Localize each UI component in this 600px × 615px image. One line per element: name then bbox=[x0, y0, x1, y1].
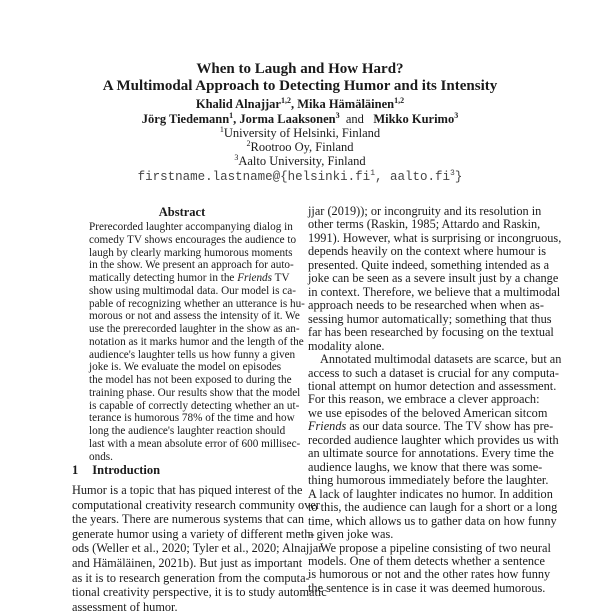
text-segment: assessment of humor. bbox=[72, 599, 178, 614]
text-line bbox=[72, 570, 310, 586]
email-text: } bbox=[454, 170, 463, 184]
text-segment: tional creativity perspective, it is to study automatic bbox=[72, 585, 327, 600]
text-segment: 1991). However, what is surprising or incongruous, bbox=[308, 230, 562, 245]
author-name: Jörg Tiedemann bbox=[141, 112, 230, 126]
text-line bbox=[89, 437, 301, 450]
paper-title-line-2: A Multimodal Approach to Detecting Humor and its Intensity bbox=[102, 78, 498, 94]
text-segment: Prerecorded laughter accompanying dialog in bbox=[89, 221, 293, 233]
text-line bbox=[72, 512, 304, 527]
text-line bbox=[89, 425, 286, 437]
text-segment: We propose a pipeline consisting of two neural bbox=[320, 540, 551, 555]
text-line bbox=[72, 483, 303, 498]
text-line bbox=[72, 556, 303, 571]
text-line bbox=[89, 412, 295, 425]
text-segment: time, which allows us to gather data on how funny bbox=[308, 513, 557, 528]
text-segment: onds. bbox=[89, 450, 113, 463]
text-segment: to this, the audience can laugh for a short or a long bbox=[308, 500, 558, 515]
author-separator: , bbox=[233, 112, 240, 126]
affiliation-name: University of Helsinki, Finland bbox=[223, 126, 381, 140]
text-segment: Annotated multimodal datasets are scarce, but an bbox=[320, 352, 562, 367]
text-segment: For this reason, we embrace a clever approach: bbox=[308, 392, 540, 407]
text-segment: an ultimate source for annotations. Every time the bbox=[308, 446, 554, 461]
author-affiliation: 1,2 bbox=[394, 95, 405, 105]
text-segment: pable of recognizing whether an utterance is hu- bbox=[89, 297, 305, 310]
text-segment: presented. Quite indeed, something intended as a bbox=[308, 257, 550, 272]
author-affiliation: 3 bbox=[454, 110, 459, 120]
text-segment: Humor is a topic that has piqued interest of the bbox=[72, 483, 303, 497]
affiliation-name: Rootroo Oy, Finland bbox=[250, 140, 354, 154]
text-line bbox=[72, 600, 293, 615]
text-segment: show using multimodal data. Our model is ca- bbox=[89, 284, 296, 297]
text-line bbox=[308, 580, 546, 596]
authors-line-2 bbox=[0, 112, 600, 127]
text-line bbox=[89, 386, 301, 399]
affiliation-number: 2 bbox=[246, 138, 251, 148]
author-emails bbox=[0, 170, 600, 184]
text-segment: comedy TV shows encourages the audience to bbox=[89, 233, 297, 246]
italic-title: Friends bbox=[237, 272, 273, 284]
author-affiliation: 3 bbox=[335, 110, 340, 120]
text-line bbox=[72, 526, 315, 542]
text-segment: laugh by clearly marking humorous moments bbox=[89, 246, 293, 259]
text-segment: depends heavily on the context where humour is bbox=[308, 244, 547, 259]
text-segment: far has been researched by focusing on the textual bbox=[308, 325, 554, 340]
author-affiliation: 1 bbox=[229, 110, 234, 120]
text-segment: last with a mean absolute error of 600 millisec- bbox=[89, 437, 301, 450]
text-segment: is capable of correctly detecting whether an ut- bbox=[89, 399, 300, 412]
text-line bbox=[72, 585, 327, 600]
author-name: Khalid Alnajjar bbox=[195, 97, 281, 111]
section-heading-introduction bbox=[72, 463, 160, 478]
text-line bbox=[89, 399, 300, 412]
author-separator: and bbox=[339, 112, 371, 126]
text-segment: joke is. We evaluate the model on episodes bbox=[89, 361, 282, 374]
text-segment: models. One of them detects whether a sentence bbox=[308, 553, 545, 568]
section-number: 1 bbox=[72, 463, 79, 477]
text-segment: is humorous or not and the other rates how funny bbox=[308, 567, 551, 582]
text-segment: the years. There are numerous systems that can bbox=[72, 512, 304, 527]
author-separator: , bbox=[290, 97, 298, 111]
text-segment: TV bbox=[272, 272, 290, 284]
affiliation-number: 3 bbox=[234, 152, 239, 162]
text-segment: a given joke was. bbox=[308, 527, 394, 542]
text-segment: in the show. We present an approach for auto- bbox=[89, 259, 294, 272]
text-segment: sessing humor automatically; something that thus bbox=[308, 311, 552, 326]
text-segment: the model has not been exposed to during the bbox=[89, 374, 292, 386]
author-name: Mikko Kurimo bbox=[373, 112, 455, 126]
italic-title: Friends bbox=[308, 419, 347, 434]
email-text: firstname.lastname@{helsinki.fi bbox=[137, 170, 371, 184]
affiliation bbox=[0, 140, 600, 155]
text-segment: audience laughs, we know that there was some- bbox=[308, 459, 543, 474]
authors-line-1 bbox=[0, 97, 600, 112]
author-affiliation: 1,2 bbox=[280, 95, 291, 105]
text-segment: recorded audience laughter which provides us with bbox=[308, 432, 559, 447]
text-segment: terance is humorous 78% of the time and how bbox=[89, 412, 295, 425]
text-segment: as our data source. The TV show has pre- bbox=[346, 419, 554, 434]
text-segment: approach needs to be researched when when as- bbox=[308, 298, 544, 313]
text-segment: in context. Therefore, we believe that a multimodal bbox=[308, 284, 561, 299]
text-segment: joke can be seen as a severe insult just by a change bbox=[308, 271, 559, 286]
affiliation bbox=[0, 154, 600, 169]
paper-title-line-1: When to Laugh and How Hard? bbox=[196, 61, 404, 77]
text-segment: jjar (2019)); or incongruity and its resolution in bbox=[308, 204, 542, 218]
text-segment: audience's laughter tells us how funny a given bbox=[89, 348, 296, 361]
affiliation-number: 1 bbox=[219, 124, 224, 134]
email-sup: 3 bbox=[450, 168, 455, 178]
text-line bbox=[89, 361, 282, 374]
text-line bbox=[89, 272, 290, 284]
text-line bbox=[72, 497, 320, 513]
text-segment: generate humor using a variety of different meth- bbox=[72, 526, 315, 541]
text-segment: long the audience's laughter reaction should bbox=[89, 425, 286, 437]
text-segment: notation as it marks humor and the length of the bbox=[89, 335, 304, 348]
text-segment: use the prerecorded laughter in the show as an- bbox=[89, 323, 300, 335]
text-segment: A lack of laughter indicates no humor. In addition bbox=[308, 486, 553, 501]
text-segment: as it is to research generation from the computa- bbox=[72, 570, 310, 585]
text-segment: we use episodes of the beloved American sitcom bbox=[308, 405, 548, 420]
author-name: Jorma Laaksonen bbox=[239, 112, 336, 126]
text-line bbox=[89, 335, 304, 348]
affiliation bbox=[0, 126, 600, 141]
text-line bbox=[89, 310, 300, 323]
text-segment: training phase. Our results show that the model bbox=[89, 386, 301, 399]
author-name: Mika Hämäläinen bbox=[297, 97, 395, 111]
text-segment: and Hämäläinen, 2021b). But just as important bbox=[72, 556, 303, 570]
text-segment: other terms (Raskin, 1985; Attardo and Raskin, bbox=[308, 217, 541, 232]
text-segment: the sentence is in case it was deemed humorous. bbox=[308, 580, 546, 595]
text-segment: tional attempt on humor detection and assessment. bbox=[308, 378, 557, 393]
text-line bbox=[89, 451, 276, 463]
abstract-heading: Abstract bbox=[158, 205, 206, 219]
text-line bbox=[89, 259, 294, 272]
text-line bbox=[89, 297, 305, 310]
text-line bbox=[89, 233, 297, 246]
text-segment: morous or not and assess the intensity of it. We bbox=[89, 310, 300, 323]
text-segment: access to such a dataset is crucial for any computa- bbox=[308, 365, 559, 380]
text-line bbox=[89, 246, 293, 259]
text-segment: matically detecting humor in the bbox=[89, 272, 238, 284]
text-segment: thing humorous immediately before the laughter. bbox=[308, 473, 549, 488]
text-line bbox=[72, 541, 323, 556]
text-line bbox=[89, 221, 293, 233]
email-sup: 1 bbox=[370, 168, 375, 178]
text-line bbox=[89, 374, 292, 386]
affiliation-name: Aalto University, Finland bbox=[238, 154, 366, 168]
text-line bbox=[89, 284, 296, 297]
text-segment: computational creativity research community over bbox=[72, 497, 320, 512]
text-segment: ods (Weller et al., 2020; Tyler et al., 2020; Alnajjar bbox=[72, 541, 323, 556]
section-title: Introduction bbox=[92, 463, 161, 477]
text-line bbox=[89, 348, 296, 361]
text-segment: modality alone. bbox=[308, 338, 385, 353]
email-text: , aalto.fi bbox=[375, 170, 451, 184]
text-line bbox=[89, 323, 300, 335]
